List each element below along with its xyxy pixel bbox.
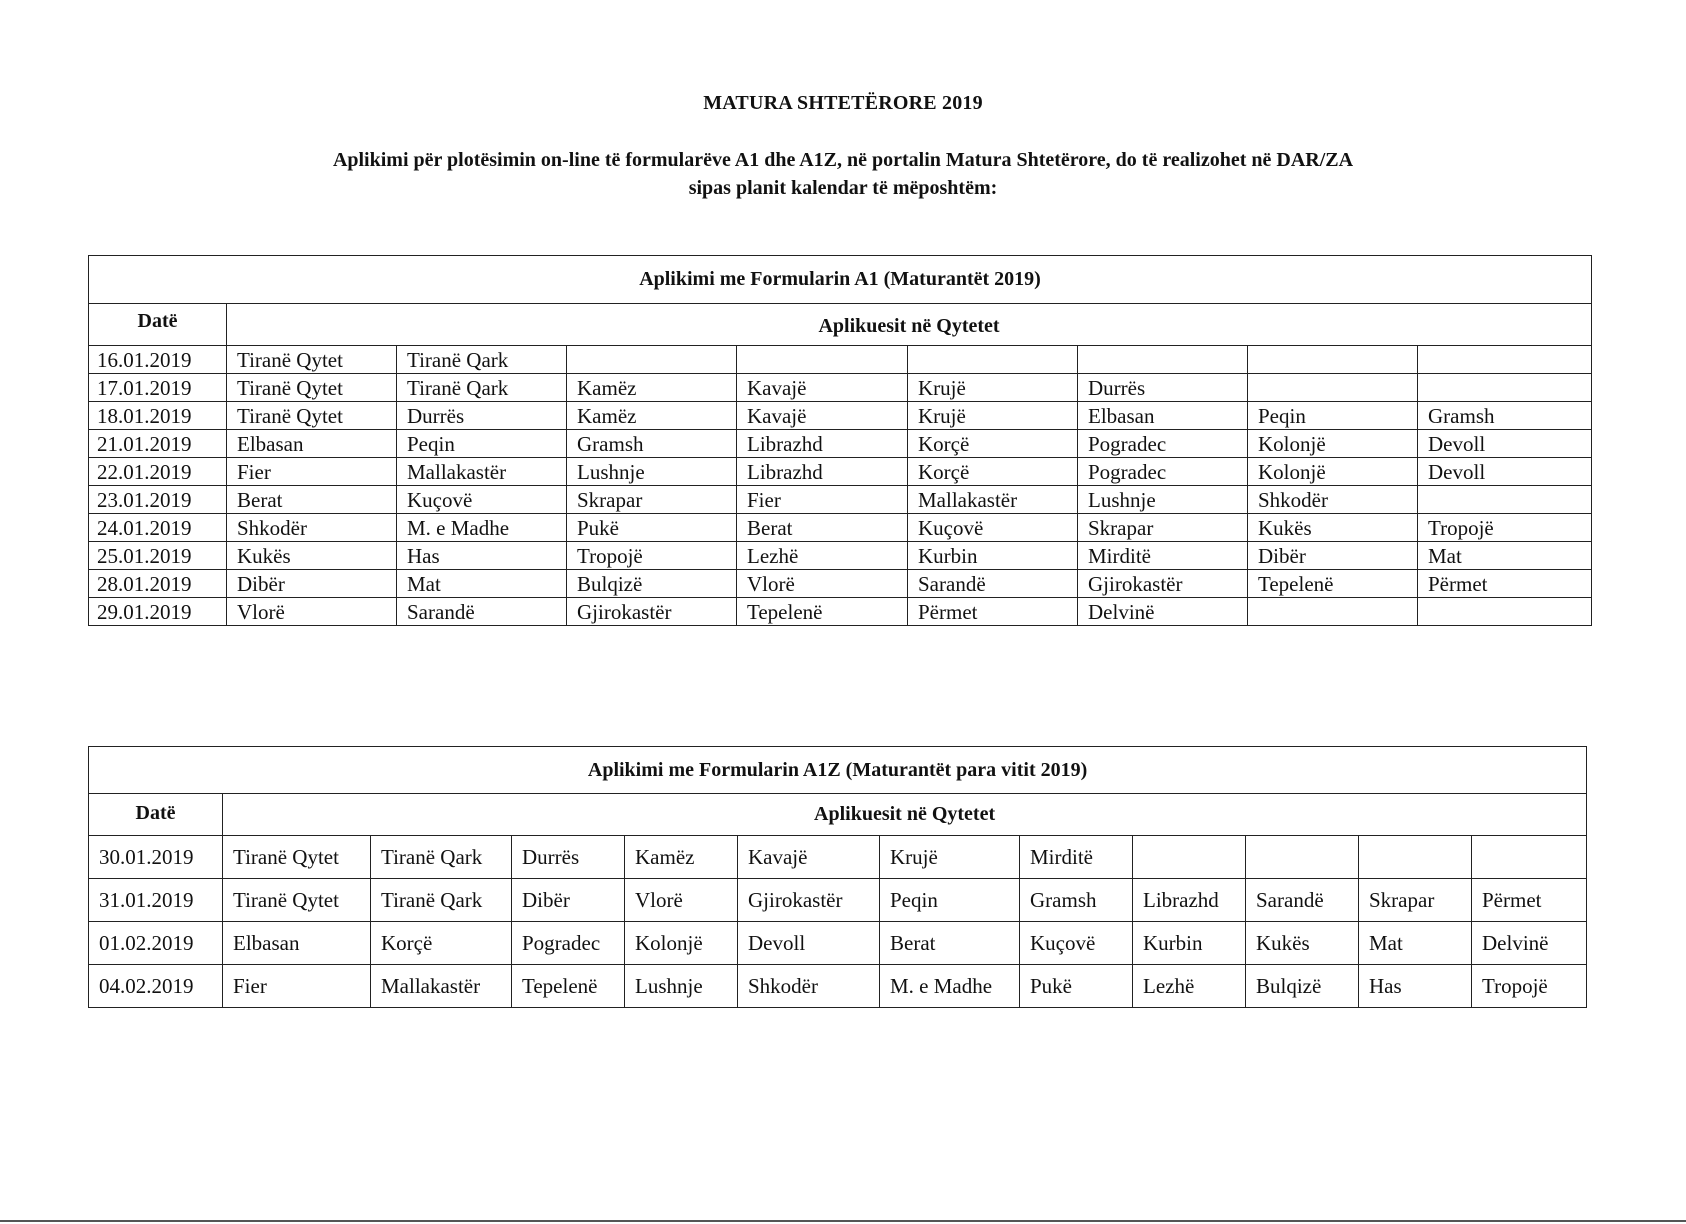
city-cell: Vlorë [737, 570, 908, 598]
date-cell: 21.01.2019 [89, 430, 227, 458]
city-cell: Durrës [397, 402, 567, 430]
city-cell [1359, 836, 1472, 879]
table-a1-caption: Aplikimi me Formularin A1 (Maturantët 2019) [89, 256, 1592, 304]
city-cell: Berat [737, 514, 908, 542]
date-cell: 18.01.2019 [89, 402, 227, 430]
date-cell: 31.01.2019 [89, 879, 223, 922]
city-cell: Tiranë Qytet [227, 402, 397, 430]
document-subtitle [0, 146, 1686, 202]
city-cell: Tepelenë [1248, 570, 1418, 598]
city-cell: Mallakastër [371, 965, 512, 1008]
city-cell: Kukës [227, 542, 397, 570]
city-cell [908, 346, 1078, 374]
city-cell: Tiranë Qytet [223, 879, 371, 922]
city-cell: Pukë [567, 514, 737, 542]
city-cell: Bulqizë [567, 570, 737, 598]
city-cell [1472, 836, 1587, 879]
city-cell: Krujë [880, 836, 1020, 879]
city-cell: Delvinë [1472, 922, 1587, 965]
city-cell: M. e Madhe [397, 514, 567, 542]
table-row [89, 402, 1592, 430]
city-cell: Krujë [908, 402, 1078, 430]
date-cell: 22.01.2019 [89, 458, 227, 486]
city-cell: Korçë [908, 458, 1078, 486]
city-cell: Kamëz [567, 374, 737, 402]
city-cell [1248, 346, 1418, 374]
city-cell: Kamëz [567, 402, 737, 430]
city-cell: Kuçovë [1020, 922, 1133, 965]
city-cell: Gjirokastër [738, 879, 880, 922]
city-cell: Vlorë [227, 598, 397, 626]
date-cell: 25.01.2019 [89, 542, 227, 570]
city-cell: Kuçovë [397, 486, 567, 514]
city-cell: Dibër [512, 879, 625, 922]
city-cell: Shkodër [227, 514, 397, 542]
city-cell [567, 346, 737, 374]
city-cell: Sarandë [908, 570, 1078, 598]
table-a1z-schedule [88, 746, 1587, 1008]
city-cell: Kurbin [908, 542, 1078, 570]
city-cell: Mat [1359, 922, 1472, 965]
city-cell [737, 346, 908, 374]
city-cell: Peqin [880, 879, 1020, 922]
table-a1-schedule [88, 255, 1592, 626]
table-row [89, 598, 1592, 626]
city-cell: Kavajë [737, 402, 908, 430]
table-a1z-caption: Aplikimi me Formularin A1Z (Maturantët para vitit 2019) [89, 747, 1587, 794]
date-cell: 29.01.2019 [89, 598, 227, 626]
subtitle-line-1: Aplikimi për plotësimin on-line të formularëve A1 dhe A1Z, në portalin Matura Shtetërore, do të realizohet në DAR/ZA [332, 149, 1354, 171]
city-cell: Tiranë Qark [371, 836, 512, 879]
date-cell: 28.01.2019 [89, 570, 227, 598]
date-cell: 30.01.2019 [89, 836, 223, 879]
document-title: MATURA SHTETËRORE 2019 [703, 92, 983, 114]
city-cell: Vlorë [625, 879, 738, 922]
city-cell: Lushnje [567, 458, 737, 486]
table-a1z-caption-row [89, 747, 1587, 794]
city-cell [1133, 836, 1246, 879]
city-cell: Tepelenë [512, 965, 625, 1008]
city-cell: Berat [880, 922, 1020, 965]
date-cell: 16.01.2019 [89, 346, 227, 374]
city-cell: Has [397, 542, 567, 570]
city-cell [1418, 374, 1592, 402]
city-cell: Gjirokastër [567, 598, 737, 626]
city-cell: Mallakastër [908, 486, 1078, 514]
table-row [89, 430, 1592, 458]
city-cell [1418, 346, 1592, 374]
city-cell: Elbasan [1078, 402, 1248, 430]
city-cell: Fier [223, 965, 371, 1008]
table-row [89, 879, 1587, 922]
city-cell: Kamëz [625, 836, 738, 879]
city-cell: Mirditë [1020, 836, 1133, 879]
table-a1-cities-header: Aplikuesit në Qytetet [227, 304, 1592, 346]
table-a1-caption-row [89, 256, 1592, 304]
city-cell: Krujë [908, 374, 1078, 402]
city-cell: Kavajë [737, 374, 908, 402]
table-a1z-date-header: Datë [89, 794, 223, 836]
city-cell: Përmet [1418, 570, 1592, 598]
city-cell: Sarandë [1246, 879, 1359, 922]
city-cell: Mat [1418, 542, 1592, 570]
city-cell: Tiranë Qark [397, 346, 567, 374]
city-cell: Kuçovë [908, 514, 1078, 542]
table-row [89, 570, 1592, 598]
table-row [89, 458, 1592, 486]
city-cell: Fier [227, 458, 397, 486]
city-cell [1418, 486, 1592, 514]
city-cell: Tropojë [1472, 965, 1587, 1008]
date-cell: 04.02.2019 [89, 965, 223, 1008]
city-cell [1078, 346, 1248, 374]
city-cell: Skrapar [1359, 879, 1472, 922]
city-cell: Mat [397, 570, 567, 598]
city-cell: Dibër [227, 570, 397, 598]
city-cell: Tiranë Qytet [227, 374, 397, 402]
table-row [89, 514, 1592, 542]
city-cell: Përmet [1472, 879, 1587, 922]
city-cell: Tepelenë [737, 598, 908, 626]
city-cell: Gramsh [1020, 879, 1133, 922]
table-row [89, 346, 1592, 374]
city-cell: Devoll [1418, 430, 1592, 458]
city-cell: Gramsh [1418, 402, 1592, 430]
city-cell: Përmet [908, 598, 1078, 626]
city-cell: Lushnje [1078, 486, 1248, 514]
city-cell: Tropojë [1418, 514, 1592, 542]
table-a1-date-header: Datë [89, 304, 227, 346]
city-cell: Kurbin [1133, 922, 1246, 965]
page-bottom-border [0, 1220, 1686, 1222]
city-cell: Fier [737, 486, 908, 514]
city-cell: Pukë [1020, 965, 1133, 1008]
city-cell: Skrapar [567, 486, 737, 514]
city-cell: Elbasan [227, 430, 397, 458]
city-cell: Bulqizë [1246, 965, 1359, 1008]
city-cell: Tropojë [567, 542, 737, 570]
city-cell [1246, 836, 1359, 879]
city-cell: Kolonjë [625, 922, 738, 965]
city-cell: Kolonjë [1248, 458, 1418, 486]
city-cell: Tiranë Qark [397, 374, 567, 402]
city-cell: Librazhd [737, 430, 908, 458]
city-cell: Devoll [1418, 458, 1592, 486]
city-cell: Dibër [1248, 542, 1418, 570]
city-cell: Skrapar [1078, 514, 1248, 542]
city-cell: Tiranë Qytet [223, 836, 371, 879]
table-row [89, 374, 1592, 402]
city-cell: Sarandë [397, 598, 567, 626]
table-row [89, 486, 1592, 514]
city-cell: Berat [227, 486, 397, 514]
city-cell: Peqin [397, 430, 567, 458]
city-cell: Shkodër [1248, 486, 1418, 514]
city-cell: Durrës [512, 836, 625, 879]
city-cell: Devoll [738, 922, 880, 965]
city-cell: Shkodër [738, 965, 880, 1008]
table-row [89, 965, 1587, 1008]
table-a1-header-row [89, 304, 1592, 346]
city-cell: Librazhd [1133, 879, 1246, 922]
table-row [89, 836, 1587, 879]
city-cell [1248, 598, 1418, 626]
city-cell: Has [1359, 965, 1472, 1008]
date-cell: 17.01.2019 [89, 374, 227, 402]
city-cell: Kavajë [738, 836, 880, 879]
city-cell: Elbasan [223, 922, 371, 965]
city-cell: Durrës [1078, 374, 1248, 402]
city-cell: Pogradec [1078, 430, 1248, 458]
city-cell: Tiranë Qytet [227, 346, 397, 374]
subtitle-line-2: sipas planit kalendar të mëposhtëm: [688, 177, 998, 199]
date-cell: 01.02.2019 [89, 922, 223, 965]
table-a1z-header-row [89, 794, 1587, 836]
city-cell: Gramsh [567, 430, 737, 458]
city-cell: Kukës [1248, 514, 1418, 542]
city-cell: Librazhd [737, 458, 908, 486]
city-cell: Pogradec [512, 922, 625, 965]
table-row [89, 922, 1587, 965]
date-cell: 24.01.2019 [89, 514, 227, 542]
city-cell: Korçë [908, 430, 1078, 458]
city-cell: Lezhë [737, 542, 908, 570]
city-cell: Mallakastër [397, 458, 567, 486]
city-cell: Pogradec [1078, 458, 1248, 486]
city-cell: Peqin [1248, 402, 1418, 430]
city-cell: Gjirokastër [1078, 570, 1248, 598]
city-cell: Korçë [371, 922, 512, 965]
city-cell: Delvinë [1078, 598, 1248, 626]
city-cell: Mirditë [1078, 542, 1248, 570]
city-cell [1248, 374, 1418, 402]
city-cell: Lezhë [1133, 965, 1246, 1008]
city-cell: Lushnje [625, 965, 738, 1008]
city-cell: Kolonjë [1248, 430, 1418, 458]
city-cell: Kukës [1246, 922, 1359, 965]
city-cell [1418, 598, 1592, 626]
date-cell: 23.01.2019 [89, 486, 227, 514]
table-row [89, 542, 1592, 570]
city-cell: M. e Madhe [880, 965, 1020, 1008]
city-cell: Tiranë Qark [371, 879, 512, 922]
table-a1z-cities-header: Aplikuesit në Qytetet [223, 794, 1587, 836]
